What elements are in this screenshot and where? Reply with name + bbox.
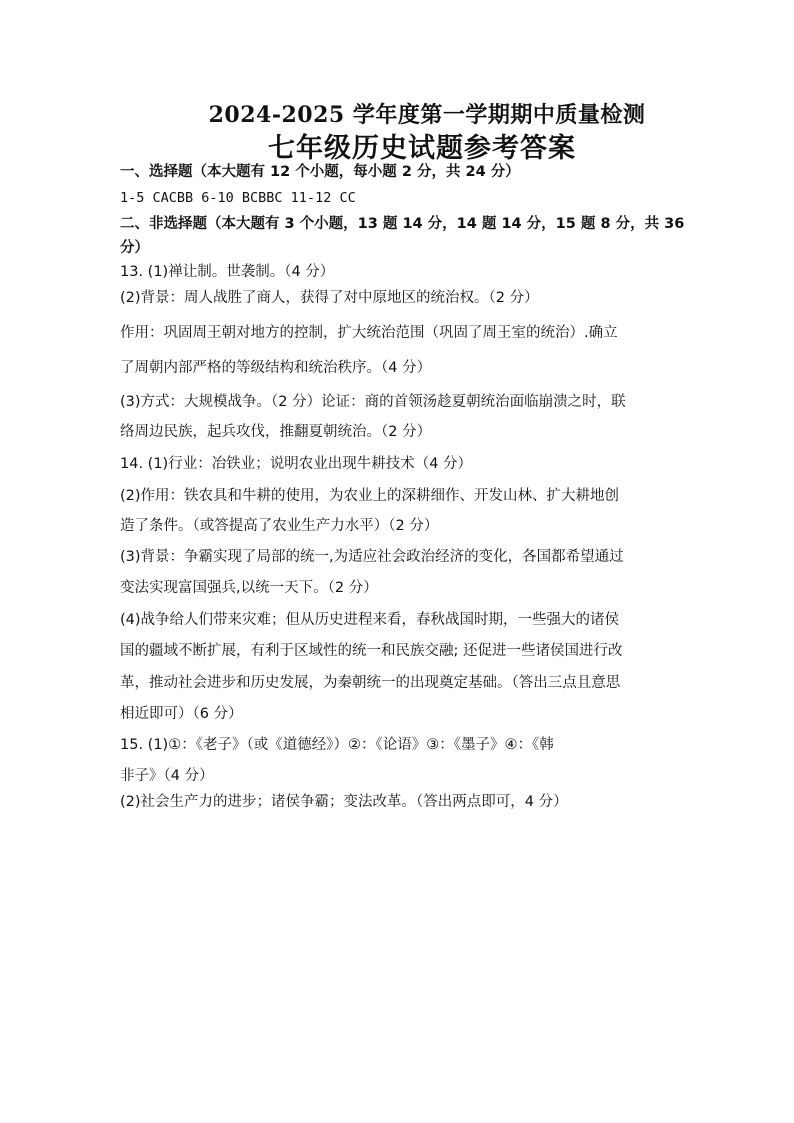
- exam-title: 2024-2025 学年度第一学期期中质量检测: [208, 102, 646, 128]
- q13-part2-effect-cont: 了周朝内部严格的等级结构和统治秩序。（4 分）: [120, 360, 432, 376]
- q13-part1: 13. (1)禅让制。世袭制。（4 分）: [120, 264, 335, 280]
- q14-part4-cont2: 革，推动社会进步和历史发展，为秦朝统一的出现奠定基础。（答出三点且意思: [120, 675, 621, 691]
- q13-part2: (2)背景：周人战胜了商人，获得了对中原地区的统治权。（2 分）: [120, 290, 539, 306]
- section2-heading: 二、非选择题（本大题有 3 个小题，13 题 14 分，14 题 14 分，15 题 8 分，共 36: [120, 216, 685, 232]
- q14-part4-cont3: 相近即可）（6 分）: [120, 706, 243, 722]
- multiple-choice-answers: 1-5 CACBB 6-10 BCBBC 11-12 CC: [120, 190, 356, 206]
- q13-part3: (3)方式：大规模战争。（2 分）论证：商的首领汤趁夏朝统治面临崩溃之时，联: [120, 394, 626, 410]
- answer-key-title: 七年级历史试题参考答案: [268, 133, 576, 164]
- q14-part1: 14. (1)行业：冶铁业；说明农业出现牛耕技术（4 分）: [120, 456, 473, 472]
- section2-heading-cont: 分）: [120, 240, 149, 256]
- q15-part1: 15. (1)①：《老子》（或《道德经》）②：《论语》③：《墨子》④：《韩: [120, 737, 554, 753]
- q14-part4-cont1: 国的疆域不断扩展，有利于区域性的统一和民族交融; 还促进一些诸侯国进行改: [120, 643, 623, 659]
- q14-part3: (3)背景：争霸实现了局部的统一,为适应社会政治经济的变化，各国都希望通过: [120, 549, 624, 565]
- q14-part2-cont: 造了条件。（或答提高了农业生产力水平）（2 分）: [120, 518, 439, 534]
- q14-part3-cont: 变法实现富国强兵,以统一天下。（2 分）: [120, 580, 378, 596]
- section1-heading: 一、选择题（本大题有 12 个小题，每小题 2 分，共 24 分）: [120, 164, 520, 180]
- q13-part2-effect: 作用：巩固周王朝对地方的控制，扩大统治范围（巩固了周王室的统治）.确立: [120, 325, 618, 341]
- q13-part3-cont: 络周边民族，起兵攻伐，推翻夏朝统治。（2 分）: [120, 424, 432, 440]
- q15-part1-cont: 非子》（4 分）: [120, 768, 214, 784]
- q15-part2: (2)社会生产力的进步；诸侯争霸；变法改革。（答出两点即可，4 分）: [120, 794, 568, 810]
- q14-part4: (4)战争给人们带来灾难；但从历史进程来看，春秋战国时期，一些强大的诸侯: [120, 612, 620, 628]
- q14-part2: (2)作用：铁农具和牛耕的使用，为农业上的深耕细作、开发山林、扩大耕地创: [120, 488, 620, 504]
